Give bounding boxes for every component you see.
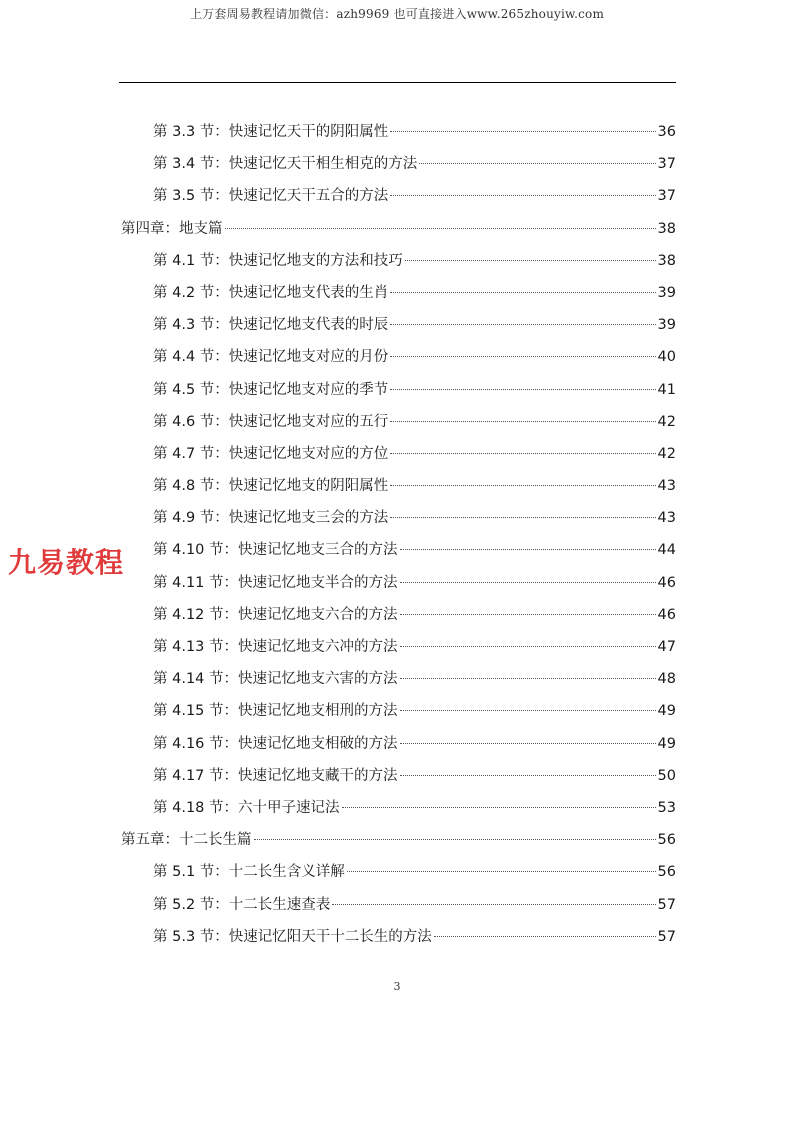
- toc-dot-leader: [347, 871, 656, 872]
- toc-entry-page-number: 57: [657, 928, 676, 945]
- toc-entry-label: 第 3.5 节：快速记忆天干五合的方法: [153, 188, 389, 205]
- toc-entry-page-number: 56: [657, 864, 676, 881]
- toc-entry-page-number: 47: [657, 639, 676, 655]
- toc-dot-leader: [400, 743, 656, 744]
- toc-section-entry[interactable]: [119, 116, 676, 148]
- toc-section-entry[interactable]: [119, 921, 676, 953]
- header-rule: [119, 82, 676, 83]
- toc-section-entry[interactable]: [119, 309, 676, 341]
- toc-entry-label: 第 4.1 节：快速记忆地支的方法和技巧: [153, 252, 403, 269]
- toc-section-entry[interactable]: [119, 728, 676, 760]
- toc-entry-label: 第 4.10 节：快速记忆地支三合的方法: [153, 542, 398, 559]
- toc-entry-page-number: 42: [657, 413, 676, 430]
- page-header: 上万套周易教程请加微信：azh9969 也可直接进入www.265zhouyiw.com: [189, 7, 605, 21]
- toc-entry-label: 第 5.3 节：快速记忆阳天干十二长生的方法: [153, 928, 432, 945]
- toc-section-entry[interactable]: [119, 180, 676, 212]
- toc-entry-page-number: 42: [657, 445, 676, 462]
- toc-entry-label: 第 4.2 节：快速记忆地支代表的生肖: [153, 284, 389, 301]
- toc-entry-page-number: 56: [657, 832, 676, 849]
- toc-entry-label: 第 4.17 节：快速记忆地支藏干的方法: [153, 767, 398, 784]
- toc-section-entry[interactable]: [119, 599, 676, 631]
- table-of-contents: [119, 116, 676, 953]
- toc-entry-page-number: 48: [657, 671, 676, 688]
- toc-dot-leader: [434, 936, 656, 937]
- toc-entry-page-number: 44: [657, 542, 676, 559]
- toc-entry-label: 第 3.4 节：快速记忆天干相生相克的方法: [153, 156, 418, 173]
- toc-entry-label: 第 4.5 节：快速记忆地支对应的季节: [153, 381, 389, 398]
- toc-dot-leader: [342, 807, 656, 808]
- toc-chapter-entry[interactable]: [119, 213, 676, 245]
- toc-entry-page-number: 38: [657, 220, 676, 237]
- toc-entry-label: 第 4.11 节：快速记忆地支半合的方法: [153, 574, 398, 591]
- toc-entry-page-number: 37: [657, 188, 676, 205]
- toc-section-entry[interactable]: [119, 856, 676, 888]
- toc-entry-page-number: 46: [657, 606, 676, 623]
- toc-entry-page-number: 37: [657, 156, 676, 173]
- toc-entry-label: 第 4.9 节：快速记忆地支三会的方法: [153, 510, 389, 527]
- toc-dot-leader: [390, 131, 655, 132]
- page-number: 3: [393, 980, 401, 993]
- toc-dot-leader: [390, 292, 655, 293]
- toc-dot-leader: [225, 228, 656, 229]
- toc-entry-page-number: 49: [657, 735, 676, 752]
- toc-dot-leader: [400, 646, 656, 647]
- toc-section-entry[interactable]: [119, 567, 676, 599]
- toc-section-entry[interactable]: [119, 341, 676, 373]
- toc-dot-leader: [332, 904, 655, 905]
- toc-entry-label: 第 4.13 节：快速记忆地支六冲的方法: [153, 639, 398, 655]
- toc-dot-leader: [390, 453, 655, 454]
- toc-section-entry[interactable]: [119, 245, 676, 277]
- toc-section-entry[interactable]: [119, 502, 676, 534]
- toc-dot-leader: [390, 195, 655, 196]
- toc-entry-label: 第四章：地支篇: [121, 220, 223, 237]
- toc-dot-leader: [390, 324, 655, 325]
- toc-dot-leader: [390, 485, 655, 486]
- toc-entry-label: 第 4.7 节：快速记忆地支对应的方位: [153, 445, 389, 462]
- toc-dot-leader: [400, 710, 656, 711]
- toc-entry-label: 第 4.16 节：快速记忆地支相破的方法: [153, 735, 398, 752]
- toc-entry-page-number: 46: [657, 574, 676, 591]
- toc-section-entry[interactable]: [119, 760, 676, 792]
- toc-entry-page-number: 50: [657, 767, 676, 784]
- toc-entry-label: 第 5.2 节：十二长生速查表: [153, 896, 331, 913]
- toc-entry-page-number: 43: [657, 510, 676, 527]
- toc-section-entry[interactable]: [119, 374, 676, 406]
- toc-section-entry[interactable]: [119, 406, 676, 438]
- toc-entry-label: 第 4.18 节：六十甲子速记法: [153, 799, 340, 816]
- toc-dot-leader: [419, 163, 655, 164]
- toc-dot-leader: [390, 356, 655, 357]
- toc-entry-label: 第 3.3 节：快速记忆天干的阴阳属性: [153, 124, 389, 140]
- toc-entry-page-number: 38: [657, 252, 676, 269]
- toc-entry-label: 第 4.6 节：快速记忆地支对应的五行: [153, 413, 389, 430]
- toc-section-entry[interactable]: [119, 277, 676, 309]
- toc-dot-leader: [390, 389, 655, 390]
- toc-entry-page-number: 41: [657, 381, 676, 398]
- toc-dot-leader: [405, 260, 656, 261]
- toc-section-entry[interactable]: [119, 663, 676, 695]
- toc-dot-leader: [400, 678, 656, 679]
- toc-dot-leader: [254, 839, 656, 840]
- toc-entry-label: 第 4.14 节：快速记忆地支六害的方法: [153, 671, 398, 688]
- toc-entry-label: 第 4.12 节：快速记忆地支六合的方法: [153, 606, 398, 623]
- toc-entry-page-number: 43: [657, 478, 676, 495]
- toc-entry-page-number: 36: [657, 124, 676, 140]
- toc-entry-label: 第 4.3 节：快速记忆地支代表的时辰: [153, 317, 389, 334]
- toc-section-entry[interactable]: [119, 792, 676, 824]
- toc-entry-page-number: 40: [657, 349, 676, 366]
- toc-entry-page-number: 49: [657, 703, 676, 720]
- toc-section-entry[interactable]: [119, 695, 676, 727]
- toc-section-entry[interactable]: [119, 470, 676, 502]
- toc-dot-leader: [400, 614, 656, 615]
- toc-entry-label: 第五章：十二长生篇: [121, 832, 252, 849]
- toc-dot-leader: [400, 582, 656, 583]
- toc-dot-leader: [400, 775, 656, 776]
- toc-entry-label: 第 4.8 节：快速记忆地支的阴阳属性: [153, 478, 389, 495]
- toc-section-entry[interactable]: [119, 438, 676, 470]
- toc-entry-label: 第 4.4 节：快速记忆地支对应的月份: [153, 349, 389, 366]
- toc-chapter-entry[interactable]: [119, 824, 676, 856]
- toc-entry-page-number: 39: [657, 317, 676, 334]
- toc-dot-leader: [400, 549, 656, 550]
- toc-entry-page-number: 53: [657, 799, 676, 816]
- toc-entry-label: 第 5.1 节：十二长生含义详解: [153, 864, 345, 881]
- toc-dot-leader: [390, 421, 655, 422]
- toc-section-entry[interactable]: [119, 534, 676, 566]
- toc-section-entry[interactable]: [119, 889, 676, 921]
- toc-entry-label: 第 4.15 节：快速记忆地支相刑的方法: [153, 703, 398, 720]
- watermark-logo: 九易教程: [8, 546, 125, 579]
- toc-entry-page-number: 39: [657, 284, 676, 301]
- toc-dot-leader: [390, 517, 655, 518]
- toc-section-entry[interactable]: [119, 148, 676, 180]
- toc-entry-page-number: 57: [657, 896, 676, 913]
- toc-section-entry[interactable]: [119, 631, 676, 663]
